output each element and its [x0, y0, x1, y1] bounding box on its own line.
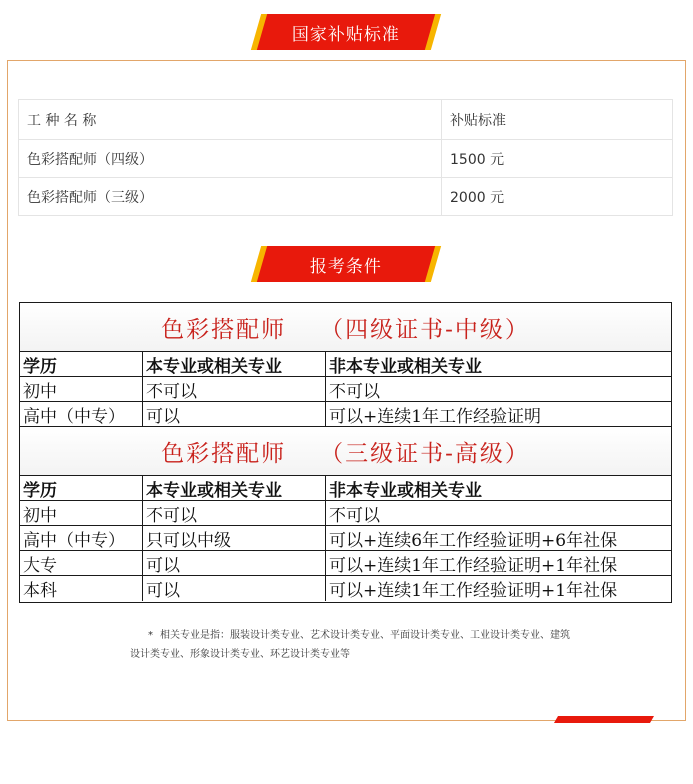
- table-row: [20, 377, 671, 402]
- unrelated-cell: 可以+连续6年工作经验证明+6年社保: [329, 530, 618, 550]
- header-related-major: 本专业或相关专业: [143, 476, 326, 500]
- table-row: [19, 140, 673, 178]
- education-cell: 初中: [20, 501, 143, 525]
- job-name-cell: 色彩搭配师（四级）: [19, 140, 442, 178]
- related-cell: 只可以中级: [143, 526, 326, 550]
- header-education: 学历: [20, 476, 143, 500]
- level3-title-left: 色彩搭配师: [161, 440, 287, 467]
- related-major-note: [130, 626, 575, 664]
- related-cell: 不可以: [143, 377, 326, 401]
- unrelated-cell: 可以+连续1年工作经验证明: [329, 406, 542, 426]
- level3-title-right: （三级证书-高级）: [320, 440, 530, 467]
- unrelated-cell: 可以+连续1年工作经验证明+1年社保: [329, 581, 618, 601]
- table-row: [20, 551, 671, 576]
- table-row: [19, 178, 673, 216]
- related-cell: 不可以: [143, 501, 326, 525]
- conditions-banner: [257, 246, 435, 282]
- subsidy-banner: [257, 14, 435, 50]
- education-cell: 大专: [20, 551, 143, 575]
- table-header-row: [19, 100, 673, 140]
- note-marker: *: [148, 630, 153, 641]
- level4-title: [20, 303, 671, 352]
- level4-header-row: [20, 352, 671, 377]
- conditions-table: [19, 302, 672, 603]
- level4-title-left: 色彩搭配师: [161, 316, 287, 343]
- subsidy-cell: 2000 元: [442, 178, 673, 216]
- subsidy-table: [18, 99, 673, 216]
- header-education: 学历: [20, 352, 143, 376]
- table-row: [20, 576, 671, 601]
- level3-title: [20, 427, 671, 476]
- table-row: [20, 501, 671, 526]
- header-subsidy: 补贴标准: [442, 100, 673, 140]
- unrelated-cell: 可以+连续1年工作经验证明+1年社保: [329, 555, 618, 575]
- education-cell: 本科: [20, 576, 143, 601]
- level3-header-row: [20, 476, 671, 501]
- subsidy-cell: 1500 元: [442, 140, 673, 178]
- job-name-cell: 色彩搭配师（三级）: [19, 178, 442, 216]
- header-related-major: 本专业或相关专业: [143, 352, 326, 376]
- table-row: [20, 402, 671, 427]
- header-job-name: 工 种 名 称: [19, 100, 442, 140]
- related-cell: 可以: [143, 551, 326, 575]
- subsidy-banner-label: 国家补贴标准: [292, 24, 400, 45]
- level4-title-right: （四级证书-中级）: [320, 316, 530, 343]
- decorative-strip: [554, 716, 654, 723]
- note-text: 相关专业是指：服装设计类专业、艺术设计类专业、平面设计类专业、工业设计类专业、建筑设计类专业、形象设计类专业、环艺设计类专业等: [130, 630, 570, 660]
- unrelated-cell: 不可以: [329, 505, 380, 525]
- education-cell: 高中（中专）: [20, 526, 143, 550]
- unrelated-cell: 不可以: [329, 381, 380, 401]
- conditions-banner-label: 报考条件: [310, 256, 382, 277]
- education-cell: 高中（中专）: [20, 402, 143, 426]
- header-unrelated-major: 非本专业或相关专业: [329, 480, 482, 500]
- education-cell: 初中: [20, 377, 143, 401]
- related-cell: 可以: [143, 576, 326, 601]
- related-cell: 可以: [143, 402, 326, 426]
- header-unrelated-major: 非本专业或相关专业: [329, 356, 482, 376]
- table-row: [20, 526, 671, 551]
